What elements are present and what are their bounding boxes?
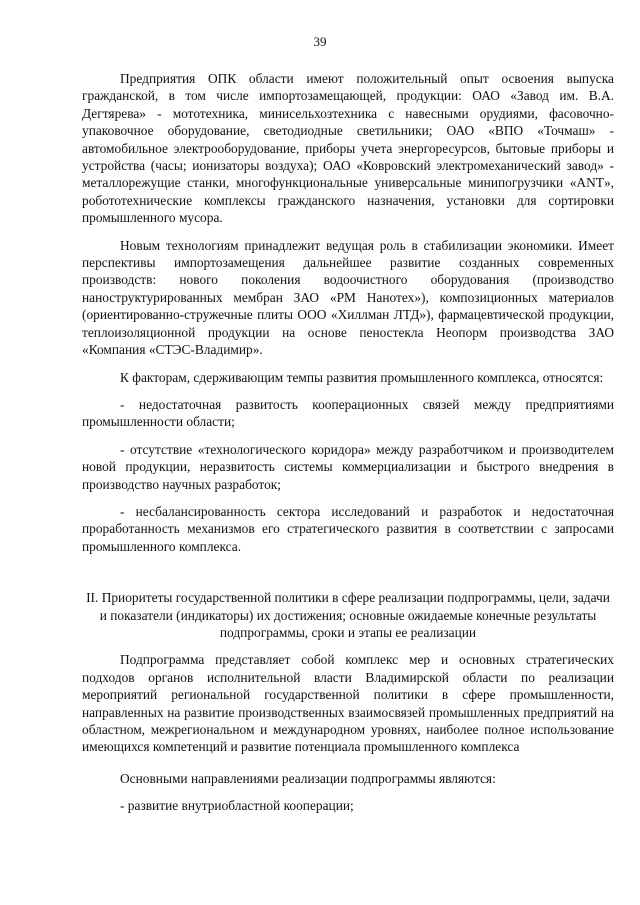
paragraph-main-directions: Основными направлениями реализации подпрограммы являются: xyxy=(120,770,496,786)
list-item-research-imbalance: - несбалансированность сектора исследований и разработок и недостаточная проработанность механизмов его стратегического развития в соответствии с запросами промышленного комплекса. xyxy=(82,503,614,554)
paragraph-subprogram: Подпрограмма представляет собой комплекс мер и основных стратегических подходов органов исполнительной власти Владимирской области по реализации мероприятий региональной государственной политики в сфере промышленности, направленных на развитие производственных взаимосвязей промышленных предприятий на областном, межрегиональном и международном уровнях, наиболее полное использование имеющихся компетенций и развитие потенциала промышленного комплекса xyxy=(82,652,614,755)
list-item-tech-corridor: - отсутствие «технологического коридора» между разработчиком и производителем новой продукции, неразвитость системы коммерциализации и быстрого внедрения в производство научных разработок; xyxy=(82,441,614,492)
paragraph-constraining-factors: К факторам, сдерживающим темпы развития промышленного комплекса, относятся: xyxy=(120,369,604,385)
paragraph-opk-experience: Предприятия ОПК области имеют положительный опыт освоения выпуска гражданской, в том числе импортозамещающей, продукции: ОАО «Завод им. В.А. Дегтярева» - мототехника, минисельхозтехника с навесными орудиями, фасовочно-упаковочное оборудование, светодиодные светильники; ОАО «ВПО «Точмаш» - автомобильное электрооборудование, приборы учета энергоресурсов, бытовые приборы и устройства (часы; ионизаторы воздуха); ОАО «Ковровский электромеханический завод» - металлорежущие станки, многофункциональные универсальные минипогрузчики «ANT», робототехнические комплексы гражданского назначения, установки для сортировки промышленного мусора. xyxy=(82,71,614,226)
document-body xyxy=(82,70,614,815)
page-number: 39 xyxy=(313,34,327,49)
list-item-intraregional: - развитие внутриобластной кооперации; xyxy=(120,798,354,814)
paragraph-new-technologies: Новым технологиям принадлежит ведущая роль в стабилизации экономики. Имеет перспективы импортозамещения дальнейшее развитие созданных современных производств: нового поколения водоочистного оборудования (производство наноструктурированных мембран ЗАО «РМ Нанотех»), композиционных материалов (ориентированно-стружечные плиты ООО «Хиллман ЛТД»), фармацевтической продукции, теплоизоляционной продукции на основе пеностекла Неопорм производства ЗАО «Компания «СТЭС-Владимир». xyxy=(82,237,614,358)
list-item-cooperation: - недостаточная развитость кооперационных связей между предприятиями промышленности области; xyxy=(82,396,614,430)
section-heading: II. Приоритеты государственной политики в сфере реализации подпрограммы, цели, задачи и показатели (индикаторы) их достижения; основные ожидаемые конечные результаты подпрограммы, сроки и этапы ее реализации xyxy=(86,590,610,640)
